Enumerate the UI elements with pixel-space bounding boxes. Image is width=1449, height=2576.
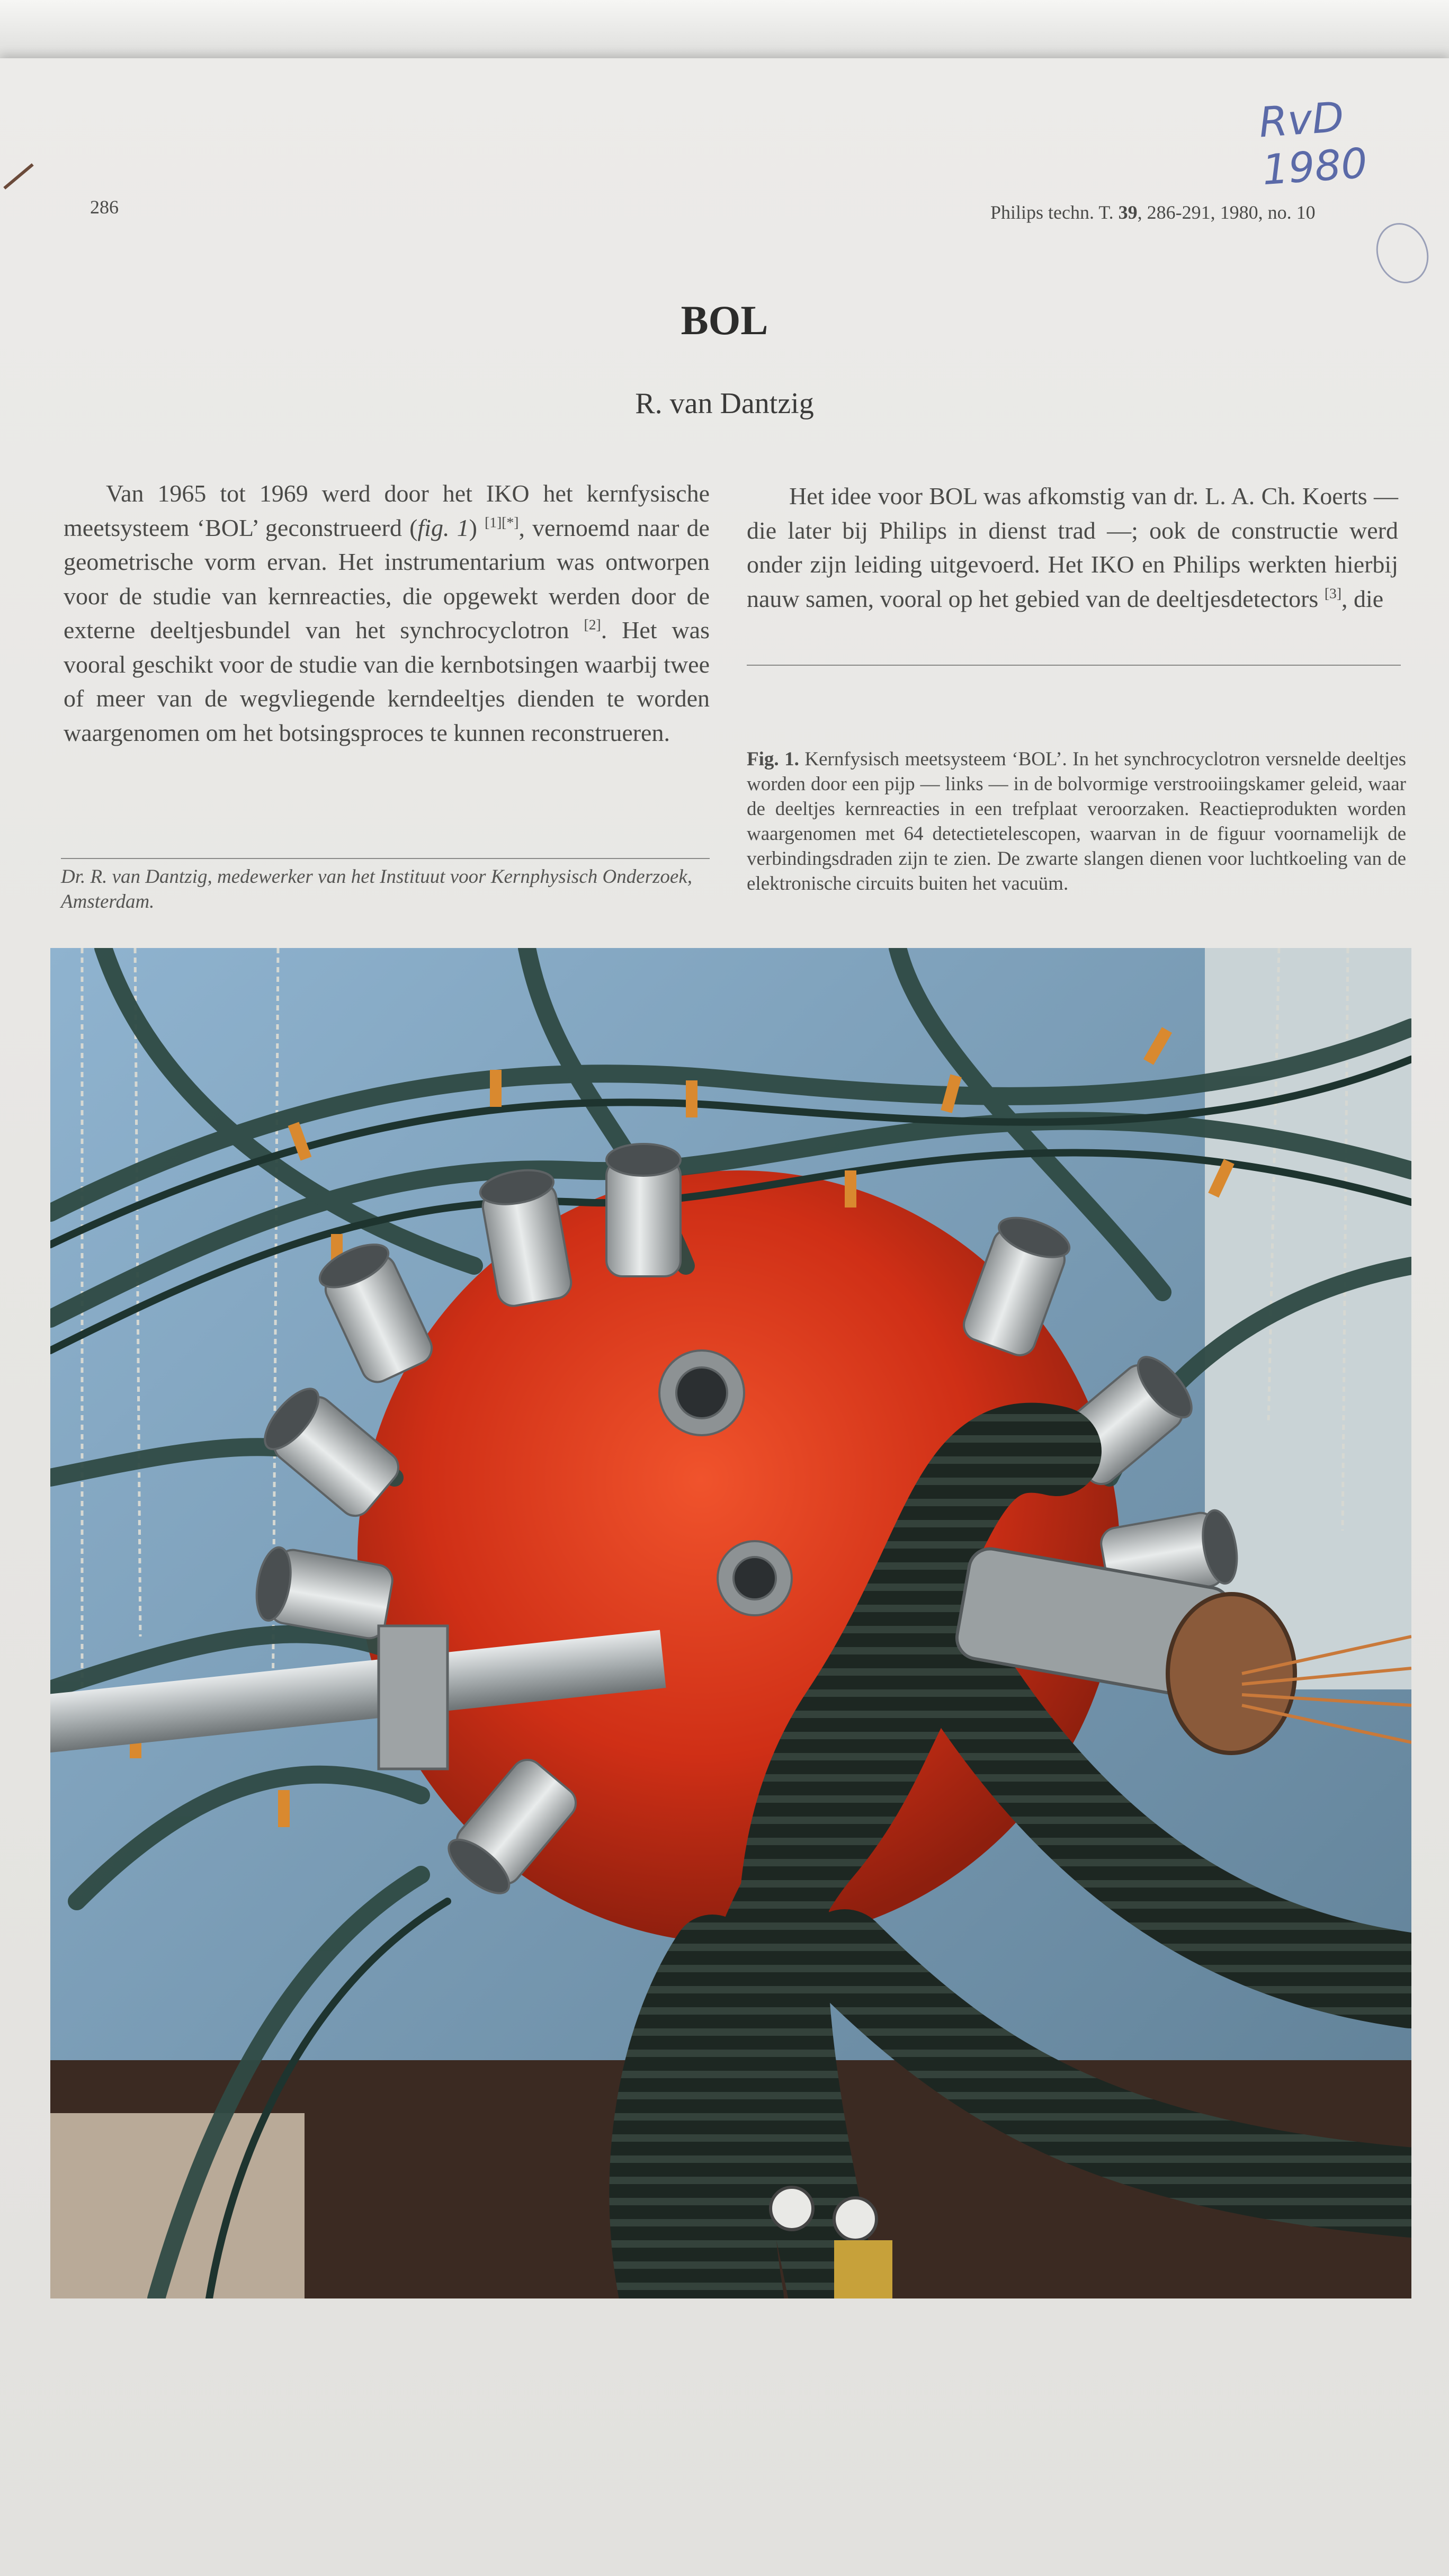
intro-paragraph-right (747, 479, 1398, 616)
figure-photo-bol-detector (50, 948, 1411, 2298)
background-strip (0, 0, 1449, 64)
footnote-divider (61, 858, 710, 859)
page-number: 286 (90, 196, 119, 218)
text-run: Het idee voor BOL was afkomstig van dr. L. A. Ch. Koerts — die later bij Philips in dienst trad —; ook de constructie werd onder zijn leiding uitgevoerd. Het IKO en Philips werkten hierbij nauw samen, vooral op het gebied van de deeltjesdetectors (747, 482, 1398, 612)
photo-illustration (50, 948, 1411, 2298)
citation-3: [3] (1324, 585, 1342, 602)
column-divider-right (747, 665, 1401, 666)
citation-2: [2] (584, 616, 601, 633)
text-run: , vernoemd naar de geometrische vorm ervan. Het instrumentarium was ontworpen voor de studie van kernreacties, die opgewekt werden door de externe deeltjesbundel van het synchrocyclotron (64, 514, 710, 643)
figure-reference: fig. 1 (417, 514, 469, 541)
citation-note: [*] (502, 514, 519, 531)
text-run: ) (469, 514, 485, 541)
text-run: , die (1341, 585, 1384, 612)
text-run: Van 1965 tot 1969 werd door het IKO het kernfysische meetsysteem ‘BOL’ geconstrueerd ( (64, 480, 710, 541)
author-footnote: Dr. R. van Dantzig, medewerker van het Instituut voor Kernphysisch Onderzoek, Amsterdam. (61, 866, 693, 913)
handwritten-annotation: RvD 1980 (1257, 93, 1369, 195)
intro-paragraph-left (64, 477, 710, 750)
article-author: R. van Dantzig (635, 387, 814, 420)
running-head (990, 201, 1316, 223)
journal-volume: 39 (1118, 202, 1138, 223)
caption-text: Kernfysisch meetsysteem ‘BOL’. In het synchrocyclotron versnelde deeltjes worden door een pijp — links — in de bolvormige verstrooiingskamer geleid, waar de deeltjes kernreacties in een trefplaat veroorzaken. Reactieprodukten worden waargenomen met 64 detectietelescopen, waarvan in de figuur voornamelijk de verbindingsdraden zijn te zien. De zwarte slangen dienen voor luchtkoeling van de elektronische circuits buiten het vacuüm. (747, 748, 1406, 895)
figure-label: Fig. 1. (747, 748, 799, 770)
journal-pages: , 286-291, 1980, no. 10 (1137, 202, 1316, 223)
figure-caption (747, 747, 1406, 896)
citation-1: [1] (485, 514, 502, 531)
text-run: . Het was vooral geschikt voor de studie van die kernbotsingen waarbij twee of meer van de wegvliegende kerndeeltjes dienden te worden waargenomen om het botsingsproces te kunnen reconstrueren. (64, 616, 710, 746)
article-title: BOL (681, 297, 768, 343)
journal-name: Philips techn. T. (990, 202, 1119, 223)
